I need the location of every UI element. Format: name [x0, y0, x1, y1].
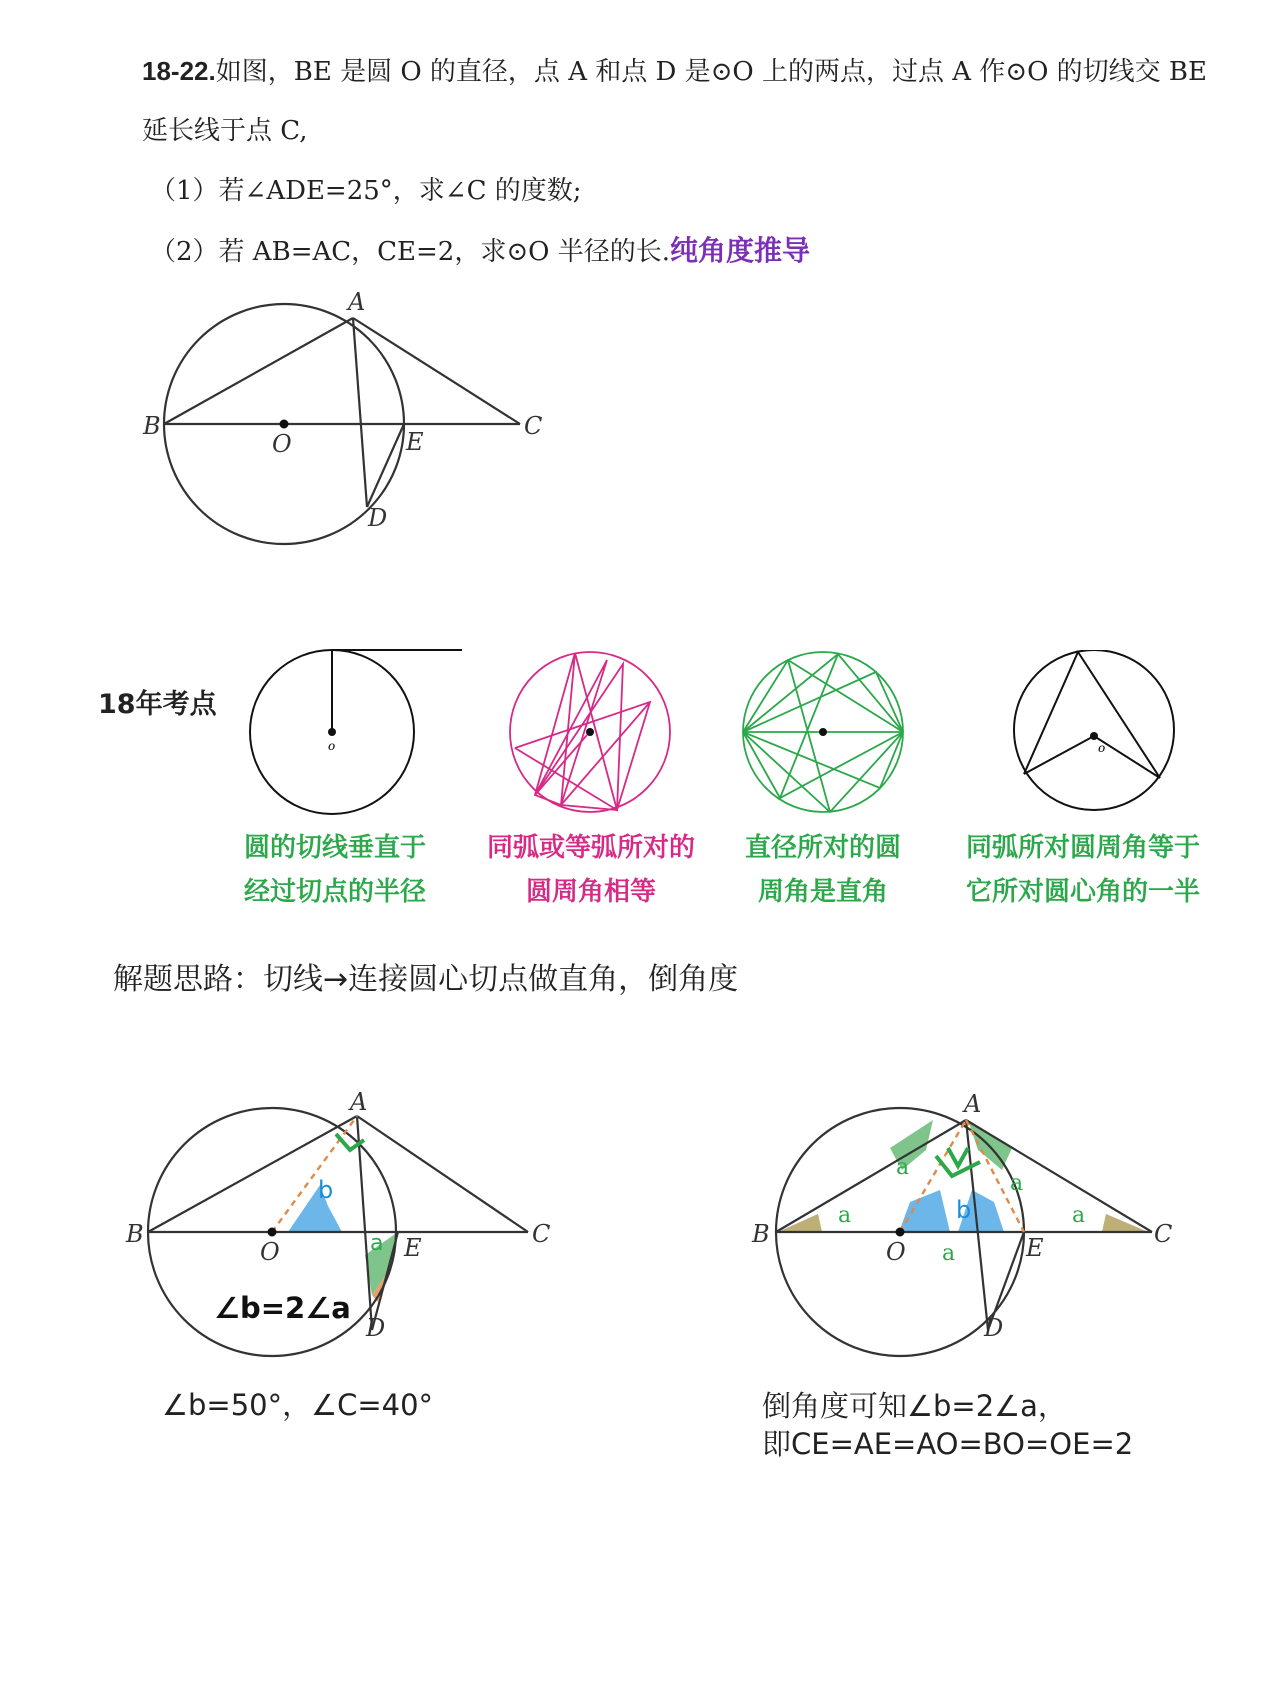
label-b: B [143, 412, 161, 440]
caption-line: 同弧或等弧所对的 [486, 833, 695, 863]
exam-figure-diameter [738, 650, 908, 820]
line-ab [164, 318, 353, 424]
caption-equal-arcs [466, 826, 716, 914]
label-e: E [404, 1234, 422, 1262]
label-c: C [524, 412, 543, 440]
center-dot [268, 1228, 277, 1237]
problem-part-1: （1）若∠ADE=25°，求∠C 的度数; [150, 176, 582, 206]
exam-points-heading: 18年考点 [98, 689, 217, 720]
angle-a-label: a [1072, 1203, 1086, 1228]
angle-b-fill [288, 1185, 342, 1232]
angle-b-label: b [318, 1176, 334, 1204]
exam-figure-central-angle [1010, 650, 1180, 820]
angle-b-fill [899, 1190, 950, 1232]
main-figure [120, 290, 580, 550]
inscribed-angle [1024, 652, 1160, 778]
center-label: o [1098, 741, 1106, 755]
solution2-note-2: 即CE=AE=AO=BO=OE=2 [762, 1427, 1134, 1461]
center-label: o [328, 739, 336, 753]
center-dot [328, 728, 336, 736]
caption-line: 它所对圆心角的一半 [965, 877, 1200, 907]
caption-line: 圆周角相等 [525, 877, 656, 907]
problem-line-1 [142, 56, 1207, 87]
line-ad [353, 318, 367, 507]
caption-line: 圆的切线垂直于 [243, 833, 426, 863]
angle-a-label: a [838, 1203, 852, 1228]
black-circle [1014, 650, 1174, 810]
solution-figure-1 [110, 1090, 570, 1370]
center-dot [1090, 732, 1098, 740]
center-dot [819, 728, 827, 736]
problem-text-1: 如图，BE 是圆 O 的直径，点 A 和点 D 是⊙O 上的两点，过点 A 作⊙O 的切线交 BE [215, 57, 1207, 87]
problem-number: 18-22. [142, 56, 216, 86]
center-dot [896, 1228, 905, 1237]
label-e: E [406, 428, 424, 456]
green-chord [780, 654, 838, 798]
right-angle-mark [948, 1148, 968, 1166]
angle-b-label: b [956, 1196, 972, 1224]
exam-figure-tangent [240, 640, 470, 820]
approach-text: 解题思路：切线→连接圆心切点做直角，倒角度 [113, 962, 739, 997]
problem-part-2 [150, 236, 810, 267]
label-b: B [126, 1220, 144, 1248]
label-e: E [1026, 1234, 1044, 1262]
solution1-result: ∠b=50°，∠C=40° [162, 1388, 434, 1422]
tag-pure-angle: 纯角度推导 [669, 234, 810, 267]
caption-line: 周角是直角 [757, 877, 888, 907]
label-o: O [272, 430, 292, 458]
line-de [367, 424, 404, 507]
angle-a-label: a [896, 1155, 910, 1180]
label-d: D [368, 504, 388, 532]
caption-line: 直径所对的圆 [744, 833, 901, 863]
center-dot [586, 728, 594, 736]
caption-line: 经过切点的半径 [243, 877, 426, 907]
label-c: C [532, 1220, 551, 1248]
label-o: O [260, 1238, 280, 1266]
label-a: A [348, 290, 366, 316]
relation-text: ∠b=2∠a [214, 1291, 351, 1325]
label-c: C [1154, 1220, 1173, 1248]
green-chord [743, 732, 903, 788]
angle-a-label: a [942, 1241, 956, 1266]
solution2-note-1: 倒角度可知∠b=2∠a， [762, 1389, 1067, 1423]
label-b: B [752, 1220, 770, 1248]
label-d: D [366, 1314, 386, 1342]
label-o: O [886, 1238, 906, 1266]
angle-a-label: a [370, 1231, 384, 1256]
caption-line: 同弧所对圆周角等于 [965, 833, 1200, 863]
exam-figure-inscribed-equal [505, 650, 675, 820]
label-a: A [350, 1090, 368, 1116]
angle-a-label: a [1010, 1171, 1024, 1196]
caption-diameter [728, 826, 918, 914]
label-d: D [984, 1314, 1004, 1342]
caption-tangent [220, 826, 450, 914]
problem-part-2-text: （2）若 AB=AC，CE=2，求⊙O 半径的长. [150, 237, 670, 267]
solution-figure-2 [740, 1090, 1180, 1370]
problem-line-2: 延长线于点 C, [142, 116, 308, 146]
center-dot [280, 420, 289, 429]
line-ac [353, 318, 520, 424]
label-a: A [964, 1090, 982, 1118]
caption-central-angle [938, 826, 1228, 914]
central-angle [1024, 736, 1160, 778]
